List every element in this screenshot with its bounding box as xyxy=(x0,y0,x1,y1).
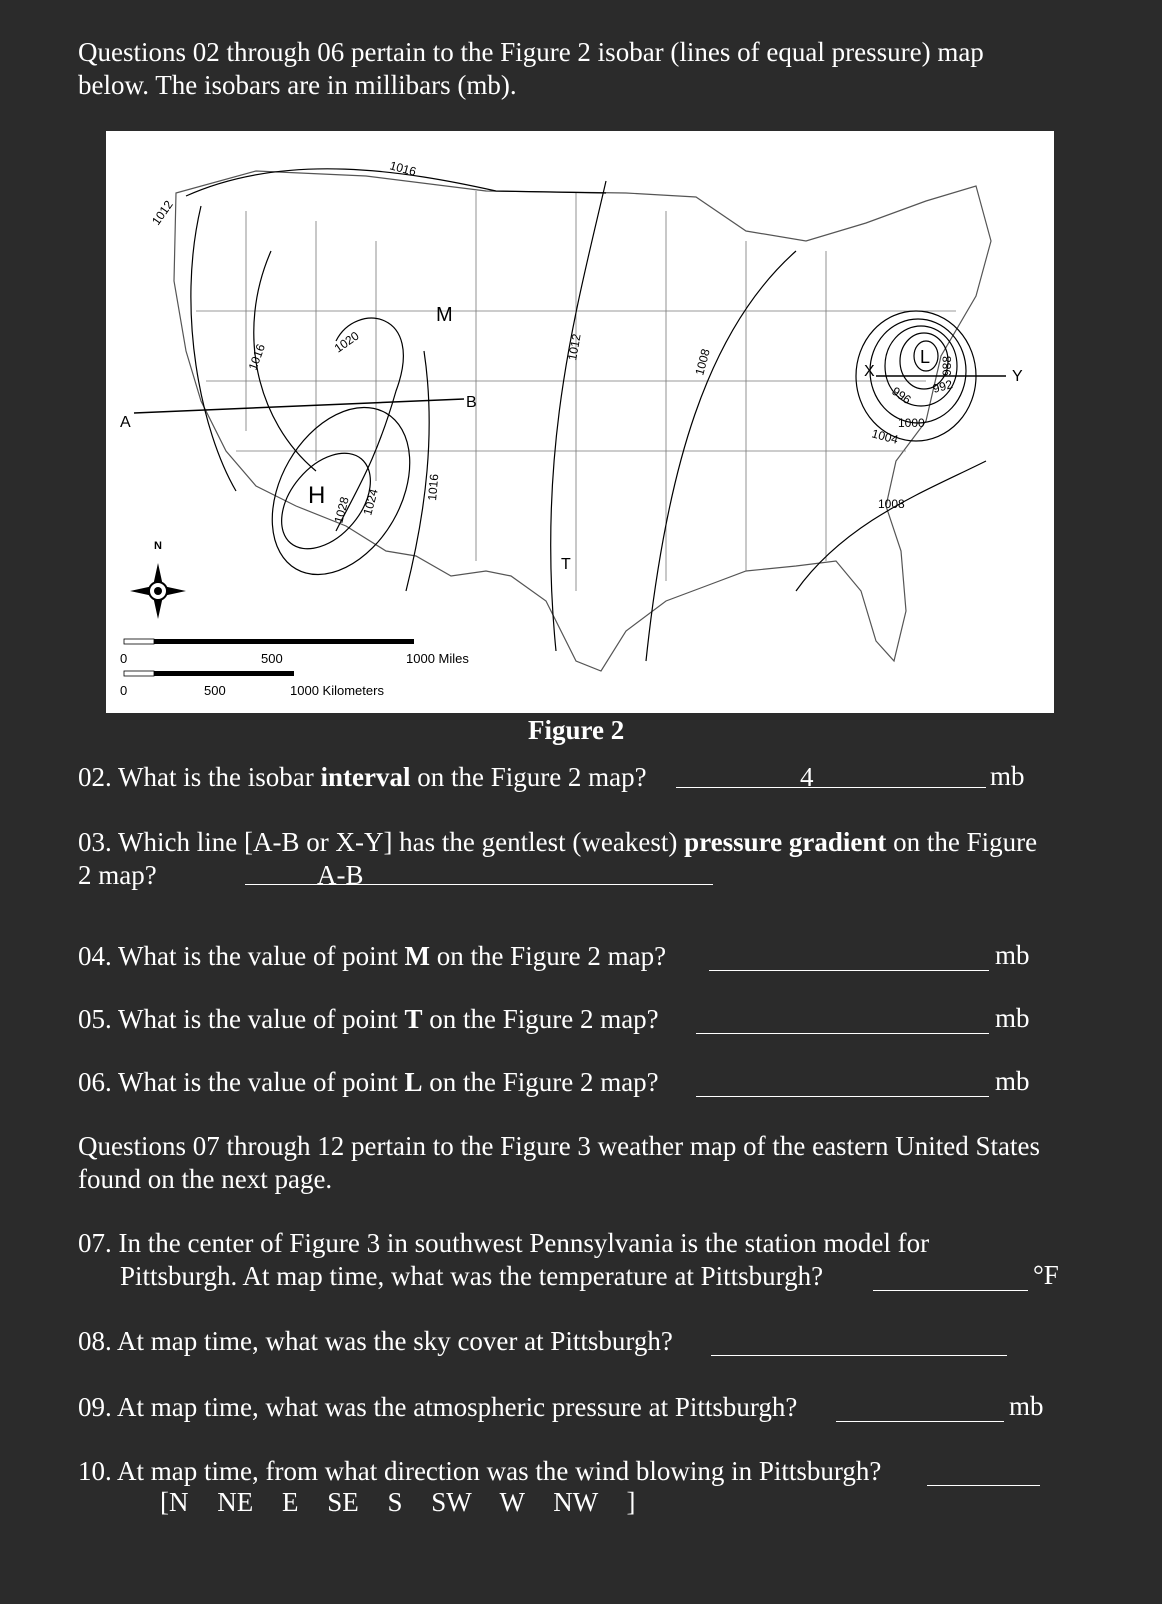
isobar-1012-central xyxy=(551,181,606,651)
unit-09: mb xyxy=(1009,1391,1044,1421)
us-outline xyxy=(174,171,991,671)
answer-07-field[interactable] xyxy=(873,1290,1028,1291)
question-05: 05. What is the value of point T on the Figure 2 map? xyxy=(78,1004,659,1034)
answer-10-field[interactable] xyxy=(927,1485,1040,1486)
point-t: T xyxy=(561,556,571,573)
unit-04: mb xyxy=(995,940,1030,970)
svg-text:N: N xyxy=(154,540,162,552)
intro2-line-2: found on the next page. xyxy=(78,1164,333,1194)
scale-bar-kilometers xyxy=(120,671,384,698)
line-a-b xyxy=(134,399,464,413)
answer-03-value: A-B xyxy=(317,860,364,890)
question-09: 09. At map time, what was the atmospheric pressure at Pittsburgh? xyxy=(78,1392,798,1422)
question-06: 06. What is the value of point L on the Figure 2 map? xyxy=(78,1067,659,1097)
answer-09-field[interactable] xyxy=(836,1421,1004,1422)
svg-text:1000 Kilometers: 1000 Kilometers xyxy=(290,683,384,698)
answer-05-field[interactable] xyxy=(696,1033,989,1034)
question-03-line2: 2 map? xyxy=(78,860,157,890)
point-a: A xyxy=(120,414,131,431)
question-04: 04. What is the value of point M on the Figure 2 map? xyxy=(78,941,667,971)
isobar-label: 1016 xyxy=(425,473,442,502)
point-l: L xyxy=(920,347,931,367)
isobar-1008-east xyxy=(796,461,986,591)
isobar-1016-west xyxy=(254,251,316,471)
unit-07: °F xyxy=(1033,1260,1059,1290)
isobar-1012-west xyxy=(191,206,236,491)
question-10: 10. At map time, from what direction was the wind blowing in Pittsburgh? xyxy=(78,1456,882,1486)
isobar-label: 992 xyxy=(931,377,955,396)
isobar-label: 1016 xyxy=(388,158,418,179)
svg-text:0: 0 xyxy=(120,651,128,666)
svg-text:500: 500 xyxy=(204,683,226,698)
figure-2-map xyxy=(106,131,1054,713)
svg-text:500: 500 xyxy=(261,651,283,666)
scale-bar-miles xyxy=(120,639,469,666)
svg-text:1000 Miles: 1000 Miles xyxy=(406,651,469,666)
answer-06-field[interactable] xyxy=(696,1096,989,1097)
unit-02: mb xyxy=(990,761,1025,791)
isobar-label: 988 xyxy=(940,355,954,376)
isobar-label: 1000 xyxy=(898,416,925,430)
isobar-label: 1012 xyxy=(565,332,584,362)
point-x: X xyxy=(864,363,875,380)
question-02: 02. What is the isobar interval on the Figure 2 map? xyxy=(78,762,647,792)
point-m: M xyxy=(436,304,453,326)
isobar-label: 1016 xyxy=(245,342,268,373)
question-07-line1: 07. In the center of Figure 3 in southwest Pennsylvania is the station model for xyxy=(78,1228,930,1258)
direction-choices: [N NE E SE S SW W NW ] xyxy=(160,1487,636,1517)
figure-caption: Figure 2 xyxy=(528,715,625,745)
isobar-label: 1008 xyxy=(878,497,905,511)
intro-line-1: Questions 02 through 06 pertain to the Figure 2 isobar (lines of equal pressure) map xyxy=(78,37,984,67)
unit-06: mb xyxy=(995,1066,1030,1096)
point-y: Y xyxy=(1012,368,1023,385)
question-08: 08. At map time, what was the sky cover at Pittsburgh? xyxy=(78,1326,673,1356)
intro2-line-1: Questions 07 through 12 pertain to the Figure 3 weather map of the eastern United States xyxy=(78,1131,1041,1161)
unit-05: mb xyxy=(995,1003,1030,1033)
question-07-line2: Pittsburgh. At map time, what was the temperature at Pittsburgh? xyxy=(120,1261,824,1291)
isobar-label: 1020 xyxy=(331,328,362,356)
isobar-label: 1004 xyxy=(870,426,900,447)
intro-line-2: below. The isobars are in millibars (mb). xyxy=(78,70,517,100)
isobar-label: 996 xyxy=(889,383,914,407)
isobar-label: 1024 xyxy=(360,487,381,517)
point-h: H xyxy=(308,482,326,509)
answer-08-field[interactable] xyxy=(711,1355,1007,1356)
answer-03-field[interactable] xyxy=(245,884,713,885)
isobar-label: 1028 xyxy=(331,495,352,525)
compass-rose-icon xyxy=(130,540,186,619)
svg-text:0: 0 xyxy=(120,683,128,698)
isobar-label: 1008 xyxy=(692,347,713,377)
answer-02-value: 4 xyxy=(800,762,814,792)
answer-04-field[interactable] xyxy=(709,970,989,971)
point-b: B xyxy=(466,394,477,411)
isobar-label: 1012 xyxy=(148,197,176,228)
question-03: 03. Which line [A-B or X-Y] has the gentlest (weakest) pressure gradient on the Figure xyxy=(78,827,1038,857)
answer-02-field[interactable] xyxy=(676,787,986,788)
